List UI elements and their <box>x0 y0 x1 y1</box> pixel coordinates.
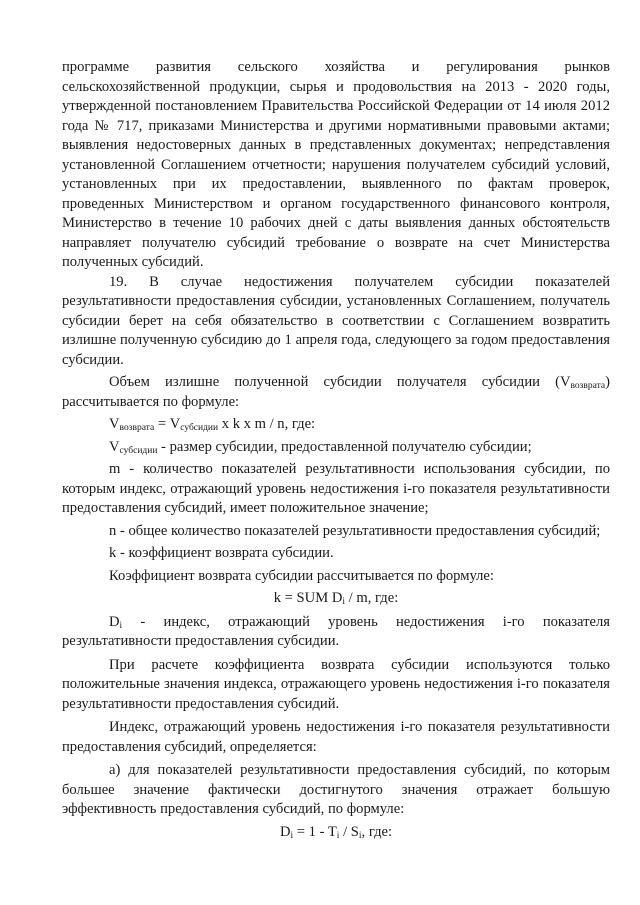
formula-di-d: D <box>279 823 291 840</box>
formula-di-rest: , где: <box>361 823 393 840</box>
formula-equals-v: = V <box>154 416 181 432</box>
formula-di-subscript-2: i <box>336 830 340 841</box>
definition-subscript-subsidii: субсидии <box>119 445 158 456</box>
formula-k-after: / m, где: <box>345 590 399 606</box>
definition-n: n - общее количество показателей результативности предоставления субсидий; <box>109 522 601 539</box>
definition-v-subsidii <box>62 438 610 458</box>
formula-rest: x k x m / n, где: <box>218 416 316 432</box>
definition-di-text: - индекс, отражающий уровень недостижения i-го показателя результативности предоставления субсидии. <box>62 613 610 649</box>
formula-di-subscript-3: i <box>358 830 362 841</box>
paragraph-19: 19. В случае недостижения получателем субсидии показателей результативности предоставления субсидии, установленных Соглашением, получатель субсидии берет на себя обязательство в соответствии с Соглашением возвратить излишне полученную субсидию до 1 апреля года, следующего за годом предоставления субсидии. <box>62 273 610 368</box>
paragraph-continuation: программе развития сельского хозяйства и регулирования рынков сельскохозяйственной продукции, сырья и продовольствия на 2013 - 2020 годы, утвержденной постановлением Правительства Российской Федерации от 14 июля 2012 года № 717, приказами Министерства и другими нормативными правовыми актами; выявления недостоверных данных в представленных документах; непредставления установленной Соглашением отчетности; нарушения получателем субсидий условий, установленных при их предоставлении, выявленного по фактам проверок, проведенных Министерством и органом государственного финансового контроля, Министерство в течение 10 рабочих дней с даты выявления данных обстоятельств направляет получателю субсидий требование о возврате на счет Министерства полученных субсидий. <box>62 59 610 270</box>
paragraph-index-definition: Индекс, отражающий уровень недостижения i-го показателя результативности предоставления субсидий, определяется: <box>62 719 610 755</box>
formula-subscript-vozvrata: возврата <box>119 423 155 433</box>
formula-v-vozvrata <box>62 415 610 435</box>
formula-k-subscript-i: i <box>342 597 346 607</box>
formula-v-symbol: V <box>109 416 120 432</box>
paragraph-k-calculation: Коэффициент возврата субсидии рассчитывается по формуле: <box>109 567 494 584</box>
subscript-vozvrata: возврата <box>570 381 606 391</box>
paragraph-volume <box>62 373 610 412</box>
definition-di <box>62 613 610 652</box>
formula-di-middle: = 1 - T <box>293 823 337 840</box>
definition-d-subscript-i: i <box>119 620 123 631</box>
paragraph-item-a: а) для показателей результативности предоставления субсидий, по которым большее значение фактически достигнутого значения отражает большую эффективность предоставления субсидий, по формуле: <box>62 762 610 817</box>
paragraph-calculation-note: При расчете коэффициента возврата субсидии используются только положительные значения индекса, отражающего уровень недостижения i-го показателя результативности предоставления субсидий. <box>62 656 610 712</box>
formula-di-slash: / S <box>339 823 359 840</box>
formula-k <box>62 589 610 609</box>
document-page <box>62 58 610 842</box>
formula-di <box>62 823 610 843</box>
definition-m: m - количество показателей результативности использования субсидии, по которым индекс, отражающий уровень недостижения i-го показателя результативности предоставления субсидий, имеет положительное значение; <box>62 461 610 516</box>
definition-k: k - коэффициент возврата субсидии. <box>109 545 334 561</box>
paragraph-volume-text-before: Объем излишне полученной субсидии получателя субсидии (V <box>109 374 571 390</box>
formula-di-subscript-1: i <box>290 830 294 841</box>
formula-k-before: k = SUM D <box>273 590 343 606</box>
definition-v-symbol: V <box>109 438 120 455</box>
paragraph-volume-text-after: ) рассчитывается по формуле: <box>62 374 610 410</box>
definition-v-text: - размер субсидии, предоставленной получателю субсидии; <box>157 438 532 455</box>
formula-subscript-subsidii: субсидии <box>180 423 219 433</box>
definition-d-symbol: D <box>109 613 120 630</box>
